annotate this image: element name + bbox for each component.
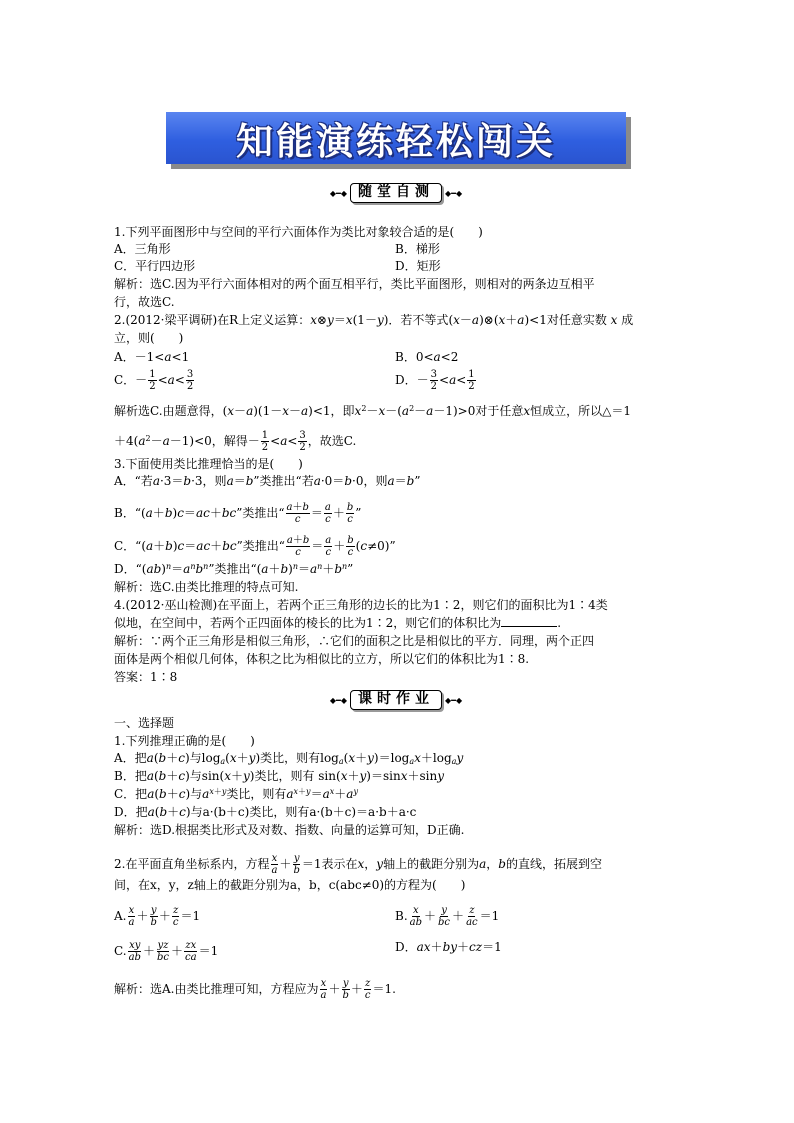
question-1-analysis-cont: 行，故选C.: [114, 295, 175, 309]
diamond-icon: ◆━◆: [329, 188, 347, 198]
quote-mark: ”: [347, 562, 354, 576]
question-2-stem-cont: 立，则( ): [114, 331, 184, 345]
hw-question-1-option-c: C．把a(b＋c)与$a^{x+y}$类比，则有$a^{x+y}=a^x+a^y$: [114, 787, 358, 801]
diamond-icon: ◆━◆: [445, 188, 463, 198]
option-b: B. $\frac{x}{ab}$ ＋ $\frac{y}{bc}$ ＋ $\frac{z}{ac}$ ＝1: [395, 905, 500, 928]
question-3-option-c: C．“(a＋b)c＝ac＋bc”类推出“ $\frac{a+b}{c}$ ＝ $\frac{a}{c}$ ＋ $\frac{b}{c}$ (c≠0)”: [114, 535, 396, 558]
diamond-icon: ◆━◆: [329, 695, 347, 705]
question-2-options-cd: [114, 369, 475, 392]
stem-text: 成: [621, 313, 634, 327]
stem-text: ．若不等式: [388, 313, 449, 327]
stem-text: 对任意实数: [546, 313, 607, 327]
question-4-analysis-cont: 面体是两个相似几何体，体积之比为相似比的立方，所以它们的体积比为1∶8.: [114, 652, 530, 666]
option-a: A. $\frac{x}{a}$ ＋ $\frac{y}{b}$ ＋ $\frac{z}{c}$ ＝1: [114, 905, 201, 928]
question-1-analysis: 解析：选C.因为平行六面体相对的两个面互相平行，类比平面图形，则相对的两条边互相平: [114, 277, 595, 291]
hw-question-2-stem-cont: 间，在x，y，z轴上的截距分别为a，b，c(abc≠0)的方程为( ): [114, 878, 466, 892]
answer-blank: [501, 616, 557, 627]
question-3-analysis: 解析：选C.由类比推理的特点可知.: [114, 580, 299, 594]
section-title: 课时作业: [350, 690, 442, 710]
option-b: B．0<a<2: [395, 350, 459, 364]
hw-question-1-analysis: 解析：选D.根据类比形式及对数、指数、向量的运算可知，D正确.: [114, 823, 465, 837]
option-c: C．平行四边形: [114, 259, 196, 273]
hw-question-2-options-cd: [114, 940, 502, 963]
question-1-stem: 1.下列平面图形中与空间的平行六面体作为类比对象较合适的是( ): [114, 225, 483, 239]
part-heading: 一、选择题: [114, 716, 175, 730]
question-2-analysis-cont: $+4(a^2-a-1)<0$，解得－ $\frac{1}{2}$ <a< $\frac{3}{2}$ ，故选C.: [114, 430, 357, 453]
option-c: C. $\frac{xy}{ab}$ ＋ $\frac{yz}{bc}$ ＋ $\frac{zx}{ca}$ ＝1: [114, 940, 219, 963]
hw-question-2-options-ab: [114, 905, 500, 928]
question-2-stem: 2.(2012·梁平调研)在R上定义运算：x⊗y＝x(1－y)．若不等式(x－a)⊗(x＋a)<1对任意实数 x 成: [114, 313, 634, 327]
banner-title: 知能演练轻松闯关: [236, 120, 556, 163]
question-4-stem-cont: 似地，在空间中，若两个正四面体的棱长的比为1∶2，则它们的体积比为 .: [114, 616, 562, 630]
option-d: D．ax＋by＋cz＝1: [395, 940, 502, 954]
question-2-analysis: 解析选C.由题意得，(x－a)(1－x－a)<1，即$x^2-x-(a^2-a-1)>0$对于任意x恒成立，所以△＝1: [114, 404, 631, 418]
question-2-options-ab: [114, 350, 459, 364]
section-title: 随堂自测: [350, 183, 442, 203]
option-a: A．－1<a<1: [114, 350, 190, 364]
question-3-option-b: B．“(a＋b)c＝ac＋bc”类推出“ $\frac{a+b}{c}$ ＝ $\frac{a}{c}$ ＋ $\frac{b}{c}$ ”: [114, 502, 362, 525]
section-header-in-class-test: [310, 183, 482, 203]
question-1-options-ab: [114, 242, 440, 256]
diamond-icon: ◆━◆: [445, 695, 463, 705]
title-banner: [166, 112, 626, 164]
hw-question-1-option-d: D．把a(b＋c)与a·(b＋c)类比，则有a·(b＋c)＝a·b＋a·c: [114, 805, 417, 819]
stem-text: 似地，在空间中，若两个正四面体的棱长的比为1∶2，则它们的体积比为: [114, 616, 502, 630]
question-3-option-d: D．“$(ab)^n=a^nb^n$”类推出“$(a+b)^n=a^n+b^n$”: [114, 562, 354, 576]
stem-text: 2.(2012·梁平调研)在R上定义运算：: [114, 313, 311, 327]
option-c: C．－ $\frac{1}{2}$ <a< $\frac{3}{2}$: [114, 369, 194, 392]
question-1-options-cd: [114, 259, 441, 273]
question-3-stem: 3.下面使用类比推理恰当的是( ): [114, 457, 303, 471]
option-d: D．矩形: [395, 259, 441, 273]
section-header-homework: [310, 690, 482, 710]
hw-question-2-stem: 2.在平面直角坐标系内，方程 $\frac{x}{a}$ ＋ $\frac{y}{b}$ ＝1表示在x，y轴上的截距分别为a，b的直线，拓展到空: [114, 853, 602, 876]
hw-question-1-option-a: A．把a(b＋c)与$\log_a(x+y)$类比，则有$\log_a(x+y)=\log_ax+\log_ay$: [114, 751, 464, 766]
option-d: D．－ $\frac{3}{2}$ <a< $\frac{1}{2}$: [395, 369, 475, 392]
hw-question-1-option-b: B．把a(b＋c)与sin(x＋y)类比，则有 sin(x＋y)＝sinx＋siny: [114, 769, 444, 783]
question-4-analysis: 解析：∵两个正三角形是相似三角形，∴它们的面积之比是相似比的平方．同理，两个正四: [114, 634, 595, 648]
question-4-stem: 4.(2012·巫山检测)在平面上，若两个正三角形的边长的比为1∶2，则它们的面积比为1∶4类: [114, 598, 608, 612]
hw-question-1-stem: 1.下列推理正确的是( ): [114, 734, 255, 748]
hw-question-2-analysis: 解析：选A.由类比推理可知，方程应为 $\frac{x}{a}$ ＋ $\frac{y}{b}$ ＋ $\frac{z}{c}$ ＝1.: [114, 978, 396, 1001]
question-3-option-a: A．“若a·3＝b·3，则a＝b”类推出“若a·0＝b·0，则a＝b”: [114, 474, 421, 488]
question-4-answer: 答案：1∶8: [114, 670, 178, 684]
option-b: B．梯形: [395, 242, 440, 256]
option-a: A．三角形: [114, 242, 171, 256]
